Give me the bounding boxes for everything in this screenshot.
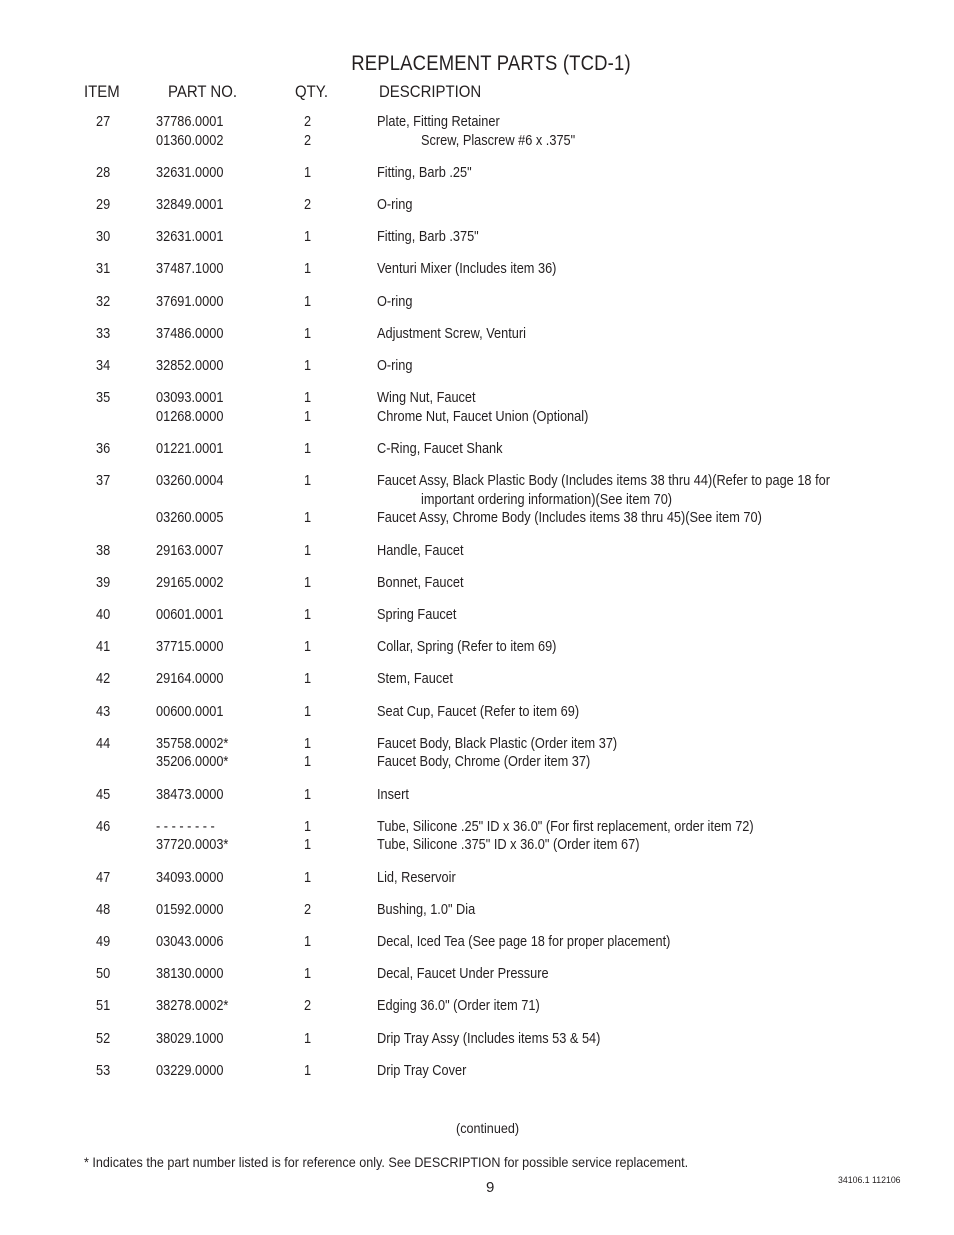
part-description: Lid, Reservoir	[377, 869, 456, 886]
quantity: 1	[304, 1030, 312, 1047]
part-description: Decal, Faucet Under Pressure	[377, 966, 549, 983]
part-description: Seat Cup, Faucet (Refer to item 69)	[377, 703, 580, 720]
item-number: 44	[96, 735, 111, 752]
part-description: C-Ring, Faucet Shank	[377, 441, 503, 457]
quantity: 1	[304, 473, 312, 490]
part-number: 00600.0001	[156, 703, 224, 720]
item-number: 46	[96, 818, 111, 835]
part-number: 29164.0000	[156, 671, 224, 688]
item-number: 29	[96, 197, 111, 213]
quantity: 2	[304, 998, 312, 1015]
part-number: 32631.0001	[156, 229, 224, 246]
item-number: 40	[96, 607, 111, 623]
quantity: 1	[304, 607, 312, 623]
quantity: 1	[304, 703, 312, 720]
quantity: 1	[304, 818, 312, 835]
part-description: Faucet Assy, Black Plastic Body (Includes items 38 thru 44)(Refer to page 18 for	[377, 473, 830, 490]
part-number: 37720.0003*	[156, 837, 229, 854]
quantity: 1	[304, 441, 312, 457]
quantity: 1	[304, 786, 312, 803]
part-number: 01360.0002	[156, 132, 224, 149]
part-description: Chrome Nut, Faucet Union (Optional)	[377, 408, 589, 425]
quantity: 1	[304, 229, 312, 246]
part-number: 01592.0000	[156, 901, 224, 918]
part-description: important ordering information)(See item 70)	[421, 491, 673, 508]
part-number: 38029.1000	[156, 1030, 224, 1047]
item-number: 34	[96, 358, 111, 374]
quantity: 1	[304, 1062, 312, 1079]
part-description: Faucet Body, Chrome (Order item 37)	[377, 754, 591, 771]
part-description: O-ring	[377, 293, 413, 310]
column-header-part-no: PART NO.	[168, 82, 238, 101]
part-description: Faucet Body, Black Plastic (Order item 37)	[377, 735, 618, 752]
part-description: Fitting, Barb .25"	[377, 164, 472, 181]
quantity: 1	[304, 837, 312, 854]
quantity: 1	[304, 325, 312, 342]
part-number: 29163.0007	[156, 542, 224, 559]
quantity: 2	[304, 197, 312, 213]
item-number: 36	[96, 441, 111, 457]
quantity: 1	[304, 293, 312, 310]
part-number: 01268.0000	[156, 408, 224, 425]
part-description: O-ring	[377, 358, 413, 374]
part-description: Venturi Mixer (Includes item 36)	[377, 261, 557, 278]
quantity: 1	[304, 735, 312, 752]
part-description: Decal, Iced Tea (See page 18 for proper placement)	[377, 934, 671, 950]
continued-note: (continued)	[456, 1120, 520, 1136]
column-header-qty: QTY.	[295, 82, 328, 101]
part-number: 03093.0001	[156, 390, 224, 407]
part-number: 38130.0000	[156, 966, 224, 983]
part-number: 37486.0000	[156, 325, 224, 342]
item-number: 38	[96, 542, 111, 559]
part-description: Stem, Faucet	[377, 671, 453, 688]
part-number: 37715.0000	[156, 639, 224, 656]
item-number: 48	[96, 901, 111, 918]
part-number: 03260.0005	[156, 510, 224, 527]
item-number: 53	[96, 1062, 111, 1079]
item-number: 45	[96, 786, 111, 803]
part-number: 37487.1000	[156, 261, 224, 278]
column-header-description: DESCRIPTION	[379, 82, 482, 101]
item-number: 39	[96, 574, 111, 591]
quantity: 1	[304, 358, 312, 374]
item-number: 33	[96, 325, 111, 342]
item-number: 30	[96, 229, 111, 246]
part-description: Drip Tray Assy (Includes items 53 & 54)	[377, 1030, 601, 1047]
quantity: 2	[304, 114, 312, 130]
part-description: Screw, Plascrew #6 x .375"	[421, 132, 576, 149]
part-number: 01221.0001	[156, 441, 224, 457]
item-number: 43	[96, 703, 111, 720]
item-number: 27	[96, 114, 111, 130]
quantity: 1	[304, 261, 312, 278]
quantity: 1	[304, 390, 312, 407]
part-description: Tube, Silicone .25" ID x 36.0" (For first replacement, order item 72)	[377, 818, 754, 835]
page-number: 9	[486, 1179, 495, 1196]
quantity: 1	[304, 869, 312, 886]
item-number: 41	[96, 639, 111, 656]
page-title: REPLACEMENT PARTS (TCD-1)	[351, 52, 631, 75]
part-description: Spring Faucet	[377, 607, 457, 623]
item-number: 32	[96, 293, 111, 310]
quantity: 1	[304, 671, 312, 688]
item-number: 35	[96, 390, 111, 407]
item-number: 52	[96, 1030, 111, 1047]
part-number: 32849.0001	[156, 197, 224, 213]
quantity: 1	[304, 164, 312, 181]
part-number: 37786.0001	[156, 114, 224, 130]
part-number: 35758.0002*	[156, 735, 229, 752]
part-description: Wing Nut, Faucet	[377, 390, 476, 407]
quantity: 1	[304, 510, 312, 527]
part-description: Tube, Silicone .375" ID x 36.0" (Order item 67)	[377, 837, 640, 854]
item-number: 47	[96, 869, 111, 886]
quantity: 1	[304, 966, 312, 983]
item-number: 28	[96, 164, 111, 181]
part-number: 38278.0002*	[156, 998, 229, 1015]
part-number: 38473.0000	[156, 786, 224, 803]
part-description: Edging 36.0" (Order item 71)	[377, 998, 540, 1015]
part-number: - - - - - - - -	[156, 818, 215, 835]
quantity: 1	[304, 934, 312, 950]
part-description: Faucet Assy, Chrome Body (Includes items 38 thru 45)(See item 70)	[377, 510, 762, 527]
part-number: 03260.0004	[156, 473, 224, 490]
footnote: * Indicates the part number listed is for reference only. See DESCRIPTION for possible service replacement.	[84, 1154, 689, 1170]
part-description: Plate, Fitting Retainer	[377, 114, 500, 130]
quantity: 1	[304, 542, 312, 559]
part-description: O-ring	[377, 197, 413, 213]
quantity: 2	[304, 132, 312, 149]
quantity: 2	[304, 901, 312, 918]
part-number: 32852.0000	[156, 358, 224, 374]
item-number: 31	[96, 261, 111, 278]
column-header-item: ITEM	[84, 82, 120, 101]
part-description: Bonnet, Faucet	[377, 574, 464, 591]
part-number: 32631.0000	[156, 164, 224, 181]
part-number: 03229.0000	[156, 1062, 224, 1079]
item-number: 50	[96, 966, 111, 983]
part-description: Fitting, Barb .375"	[377, 229, 479, 246]
part-number: 37691.0000	[156, 293, 224, 310]
quantity: 1	[304, 754, 312, 771]
part-description: Insert	[377, 786, 409, 803]
part-description: Adjustment Screw, Venturi	[377, 325, 526, 342]
part-description: Collar, Spring (Refer to item 69)	[377, 639, 557, 656]
part-description: Bushing, 1.0" Dia	[377, 901, 476, 918]
part-description: Drip Tray Cover	[377, 1062, 467, 1079]
part-number: 29165.0002	[156, 574, 224, 591]
quantity: 1	[304, 574, 312, 591]
document-code: 34106.1 112106	[838, 1175, 901, 1186]
item-number: 37	[96, 473, 111, 490]
part-number: 03043.0006	[156, 934, 224, 950]
part-number: 34093.0000	[156, 869, 224, 886]
part-number: 00601.0001	[156, 607, 224, 623]
quantity: 1	[304, 639, 312, 656]
part-number: 35206.0000*	[156, 754, 229, 771]
item-number: 49	[96, 934, 111, 950]
item-number: 51	[96, 998, 111, 1015]
part-description: Handle, Faucet	[377, 542, 464, 559]
quantity: 1	[304, 408, 312, 425]
item-number: 42	[96, 671, 111, 688]
